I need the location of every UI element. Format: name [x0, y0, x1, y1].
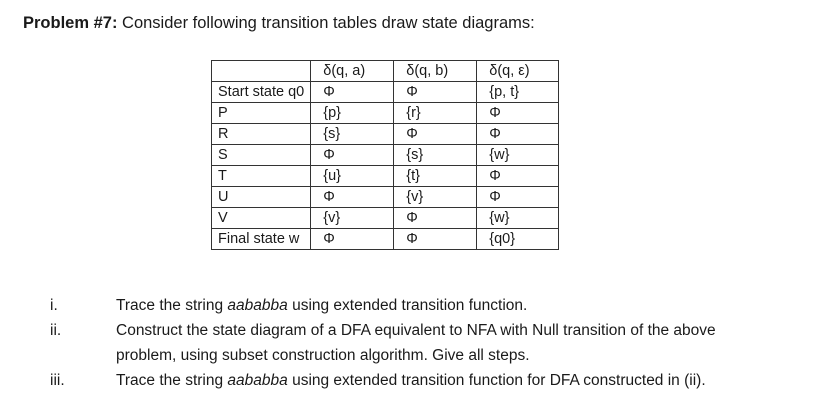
table-row	[212, 166, 559, 187]
problem-heading	[23, 14, 535, 33]
state-name: U	[212, 187, 311, 208]
state-name: T	[212, 166, 311, 187]
table-header-row	[212, 61, 559, 82]
table-row	[212, 82, 559, 103]
question-text	[116, 293, 527, 318]
question-item	[0, 293, 816, 318]
question-text-pre: Trace the string	[116, 372, 228, 389]
table-row	[212, 208, 559, 229]
transition-a: Φ	[311, 145, 394, 166]
question-number: i.	[50, 297, 58, 314]
transition-b: Φ	[394, 124, 477, 145]
transition-table	[211, 60, 559, 250]
transition-a: Φ	[311, 229, 394, 250]
header-delta-b: δ(q, b)	[394, 61, 477, 82]
header-delta-a: δ(q, a)	[311, 61, 394, 82]
state-name: Start state q0	[212, 82, 311, 103]
problem-label: Problem #7:	[23, 14, 118, 32]
question-number: ii.	[50, 322, 62, 339]
question-text	[116, 368, 706, 393]
transition-epsilon: {w}	[477, 145, 559, 166]
transition-epsilon: Φ	[477, 187, 559, 208]
transition-epsilon: Φ	[477, 166, 559, 187]
question-number: iii.	[50, 372, 65, 389]
transition-epsilon: Φ	[477, 124, 559, 145]
state-name: R	[212, 124, 311, 145]
table-row	[212, 124, 559, 145]
transition-a: Φ	[311, 187, 394, 208]
transition-b: Φ	[394, 229, 477, 250]
transition-a: {u}	[311, 166, 394, 187]
table-row	[212, 145, 559, 166]
question-item	[0, 368, 816, 393]
header-delta-epsilon: δ(q, ε)	[477, 61, 559, 82]
transition-a: {v}	[311, 208, 394, 229]
state-name: P	[212, 103, 311, 124]
question-string: aababba	[227, 297, 288, 314]
problem-text: Consider following transition tables draw state diagrams:	[117, 14, 535, 32]
question-text-post: using extended transition function.	[287, 297, 528, 314]
state-name: Final state w	[212, 229, 311, 250]
transition-epsilon: {w}	[477, 208, 559, 229]
question-text	[116, 343, 530, 368]
question-text	[116, 318, 716, 343]
question-item-continued	[0, 343, 816, 368]
transition-b: {s}	[394, 145, 477, 166]
transition-a: Φ	[311, 82, 394, 103]
question-text-pre: problem, using subset construction algorithm. Give all steps.	[116, 347, 530, 364]
question-string: aababba	[227, 372, 288, 389]
transition-a: {s}	[311, 124, 394, 145]
question-text-post: using extended transition function for DFA constructed in (ii).	[287, 372, 706, 389]
table-row	[212, 103, 559, 124]
question-text-pre: Trace the string	[116, 297, 228, 314]
transition-epsilon: {q0}	[477, 229, 559, 250]
state-name: S	[212, 145, 311, 166]
questions-list	[0, 293, 816, 393]
transition-a: {p}	[311, 103, 394, 124]
transition-b: {r}	[394, 103, 477, 124]
question-item	[0, 318, 816, 343]
transition-epsilon: Φ	[477, 103, 559, 124]
transition-b: {t}	[394, 166, 477, 187]
transition-epsilon: {p, t}	[477, 82, 559, 103]
table-row	[212, 187, 559, 208]
transition-b: Φ	[394, 208, 477, 229]
transition-b: {v}	[394, 187, 477, 208]
header-state	[212, 61, 311, 82]
table-row	[212, 229, 559, 250]
question-text-pre: Construct the state diagram of a DFA equivalent to NFA with Null transition of the above	[116, 322, 716, 339]
transition-b: Φ	[394, 82, 477, 103]
state-name: V	[212, 208, 311, 229]
